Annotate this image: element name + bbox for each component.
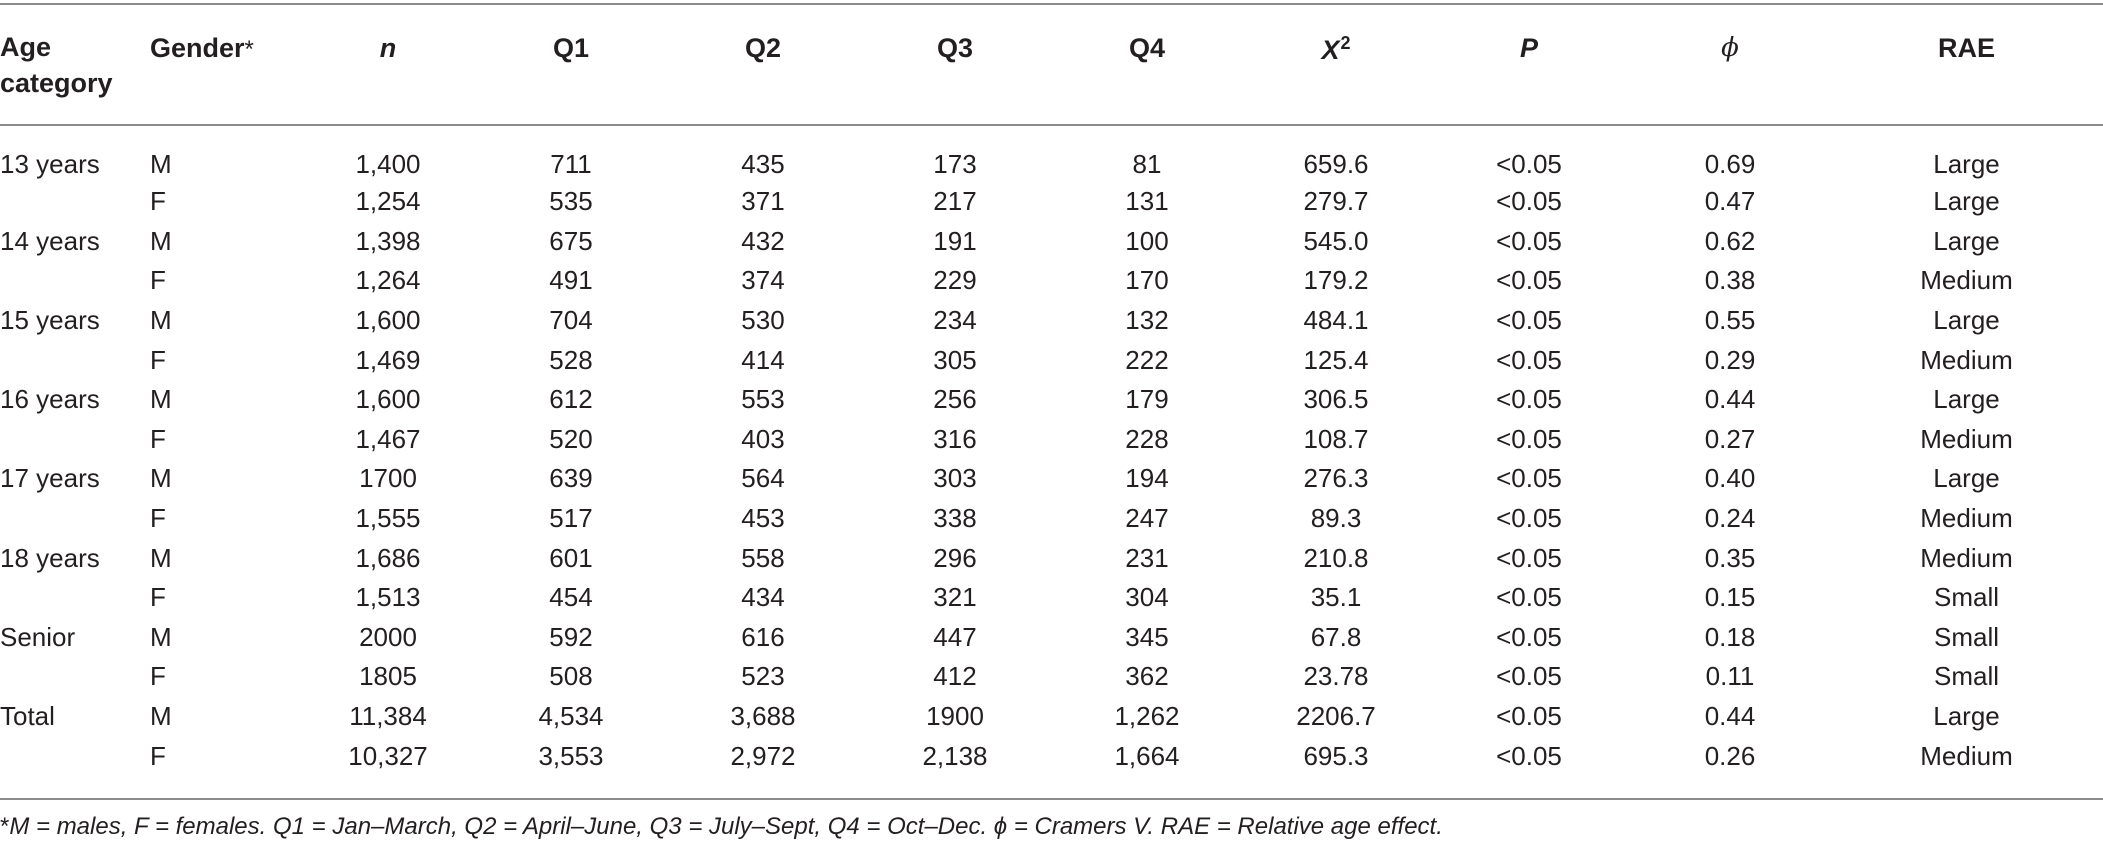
cell-q2: 435 xyxy=(741,149,785,179)
cell-q2: 453 xyxy=(741,503,785,534)
cell-phi: 0.62 xyxy=(1704,225,1756,256)
cell-chi-square: 89.3 xyxy=(1310,503,1362,534)
cell-n: 10,327 xyxy=(348,740,428,771)
cell-n: 1,600 xyxy=(355,384,421,415)
cell-gender: M xyxy=(150,384,172,415)
cell-phi: 0.55 xyxy=(1704,305,1756,336)
cell-phi: 0.44 xyxy=(1704,701,1756,732)
cell-q4: 222 xyxy=(1125,344,1169,375)
header-age-line2: category xyxy=(0,68,113,98)
cell-rae: Medium xyxy=(1920,542,2013,573)
cell-q2: 523 xyxy=(741,661,785,692)
cell-age-category: 17 years xyxy=(0,463,100,494)
cell-chi-square: 35.1 xyxy=(1310,582,1362,613)
cell-age-category xyxy=(0,420,150,460)
cell-gender: M xyxy=(150,701,172,732)
cell-chi-square: 125.4 xyxy=(1303,344,1369,375)
cell-phi: 0.44 xyxy=(1704,384,1756,415)
cell-q3: 338 xyxy=(933,503,977,534)
cell-p-value: <0.05 xyxy=(1496,384,1562,415)
cell-q4: 179 xyxy=(1125,384,1169,415)
rae-table xyxy=(0,5,2103,776)
cell-p-value: <0.05 xyxy=(1496,265,1562,296)
table-footnote xyxy=(0,813,2103,841)
bottom-rule xyxy=(0,798,2103,800)
cell-gender: F xyxy=(150,344,166,375)
cell-phi: 0.18 xyxy=(1704,621,1756,652)
table-row xyxy=(0,697,2103,737)
cell-q3: 234 xyxy=(933,305,977,336)
cell-q2: 530 xyxy=(741,305,785,336)
cell-age-category xyxy=(0,578,150,618)
cell-phi: 0.69 xyxy=(1704,149,1756,179)
cell-gender: M xyxy=(150,305,172,336)
header-q1: Q1 xyxy=(552,33,590,63)
header-chi-square xyxy=(1244,5,1428,124)
cell-age-category xyxy=(0,340,150,380)
table-row xyxy=(0,182,2103,222)
header-phi: ϕ xyxy=(1721,33,1739,63)
table-row xyxy=(0,222,2103,262)
cell-q4: 247 xyxy=(1125,503,1169,534)
table-row xyxy=(0,657,2103,697)
cell-q1: 675 xyxy=(549,225,593,256)
cell-age-category: Total xyxy=(0,701,55,732)
cell-chi-square: 23.78 xyxy=(1303,661,1369,692)
header-age-category xyxy=(0,5,150,124)
cell-q4: 231 xyxy=(1125,542,1169,573)
cell-gender: M xyxy=(150,225,172,256)
cell-gender: F xyxy=(150,423,166,454)
cell-q4: 100 xyxy=(1125,225,1169,256)
cell-chi-square: 2206.7 xyxy=(1296,701,1376,732)
cell-n: 1,398 xyxy=(355,225,421,256)
cell-age-category xyxy=(0,182,150,222)
cell-phi: 0.11 xyxy=(1705,661,1755,692)
cell-q1: 520 xyxy=(549,423,593,454)
cell-q4: 362 xyxy=(1125,661,1169,692)
cell-p-value: <0.05 xyxy=(1496,701,1562,732)
cell-q2: 564 xyxy=(741,463,785,494)
cell-q2: 371 xyxy=(741,186,785,217)
cell-rae: Large xyxy=(1933,149,2000,179)
cell-q2: 616 xyxy=(741,621,785,652)
cell-age-category xyxy=(0,657,150,697)
cell-q1: 601 xyxy=(549,542,593,573)
cell-n: 1,400 xyxy=(355,149,421,179)
cell-p-value: <0.05 xyxy=(1496,305,1562,336)
cell-p-value: <0.05 xyxy=(1496,582,1562,613)
cell-q3: 229 xyxy=(933,265,977,296)
cell-p-value: <0.05 xyxy=(1496,740,1562,771)
cell-p-value: <0.05 xyxy=(1496,344,1562,375)
cell-q3: 321 xyxy=(933,582,977,613)
cell-gender: F xyxy=(150,186,166,217)
cell-gender: F xyxy=(150,582,166,613)
cell-gender: F xyxy=(150,661,166,692)
table-row xyxy=(0,578,2103,618)
cell-rae: Medium xyxy=(1920,503,2013,534)
cell-q3: 1900 xyxy=(926,701,984,732)
cell-rae: Large xyxy=(1933,225,2000,256)
cell-gender: M xyxy=(150,149,172,179)
header-gender xyxy=(150,5,300,124)
cell-q1: 528 xyxy=(549,344,593,375)
cell-n: 11,384 xyxy=(349,701,427,732)
cell-chi-square: 67.8 xyxy=(1310,621,1362,652)
cell-q1: 535 xyxy=(549,186,593,217)
table-row xyxy=(0,301,2103,341)
cell-p-value: <0.05 xyxy=(1496,661,1562,692)
cell-q3: 305 xyxy=(933,344,977,375)
cell-q1: 491 xyxy=(549,265,593,296)
cell-chi-square: 179.2 xyxy=(1303,265,1369,296)
cell-phi: 0.40 xyxy=(1704,463,1756,494)
table-body xyxy=(0,124,2103,776)
cell-chi-square: 306.5 xyxy=(1303,384,1369,415)
cell-q3: 296 xyxy=(933,542,977,573)
cell-gender: F xyxy=(150,740,166,771)
cell-p-value: <0.05 xyxy=(1496,423,1562,454)
cell-rae: Small xyxy=(1933,582,1999,613)
cell-q1: 4,534 xyxy=(538,701,604,732)
cell-rae: Medium xyxy=(1920,265,2013,296)
cell-phi: 0.27 xyxy=(1704,423,1756,454)
cell-p-value: <0.05 xyxy=(1496,503,1562,534)
cell-n: 1700 xyxy=(359,463,417,494)
cell-q2: 432 xyxy=(741,225,785,256)
cell-rae: Medium xyxy=(1920,740,2013,771)
cell-chi-square: 276.3 xyxy=(1303,463,1369,494)
cell-phi: 0.35 xyxy=(1704,542,1756,573)
table-row xyxy=(0,124,2103,182)
cell-rae: Large xyxy=(1933,701,2000,732)
cell-q3: 2,138 xyxy=(922,740,988,771)
cell-gender: M xyxy=(150,621,172,652)
cell-phi: 0.29 xyxy=(1704,344,1756,375)
cell-n: 1,467 xyxy=(355,423,421,454)
cell-phi: 0.47 xyxy=(1704,186,1756,217)
cell-phi: 0.26 xyxy=(1704,740,1756,771)
cell-n: 1,264 xyxy=(355,265,421,296)
cell-q2: 558 xyxy=(741,542,785,573)
cell-n: 1,686 xyxy=(355,542,421,573)
cell-n: 1,555 xyxy=(355,503,421,534)
cell-chi-square: 695.3 xyxy=(1303,740,1369,771)
cell-q3: 173 xyxy=(933,149,977,179)
cell-n: 1,600 xyxy=(355,305,421,336)
cell-q3: 316 xyxy=(933,423,977,454)
cell-q3: 447 xyxy=(933,621,977,652)
cell-gender: F xyxy=(150,503,166,534)
cell-age-category xyxy=(0,499,150,539)
cell-p-value: <0.05 xyxy=(1496,186,1562,217)
cell-n: 1,469 xyxy=(355,344,421,375)
cell-age-category: 16 years xyxy=(0,384,100,415)
cell-phi: 0.15 xyxy=(1704,582,1756,613)
cell-q1: 508 xyxy=(549,661,593,692)
cell-gender: F xyxy=(150,265,166,296)
cell-phi: 0.24 xyxy=(1704,503,1756,534)
cell-gender: M xyxy=(150,463,172,494)
cell-age-category: 18 years xyxy=(0,542,100,573)
table-row xyxy=(0,618,2103,658)
cell-p-value: <0.05 xyxy=(1496,542,1562,573)
cell-q4: 304 xyxy=(1125,582,1169,613)
cell-age-category xyxy=(0,261,150,301)
cell-chi-square: 659.6 xyxy=(1303,149,1369,179)
header-n-label: n xyxy=(379,33,397,63)
cell-p-value: <0.05 xyxy=(1496,621,1562,652)
cell-q1: 612 xyxy=(549,384,593,415)
header-q2: Q2 xyxy=(744,33,782,63)
cell-q2: 434 xyxy=(741,582,785,613)
cell-chi-square: 279.7 xyxy=(1303,186,1369,217)
cell-q2: 414 xyxy=(741,344,785,375)
table-row xyxy=(0,459,2103,499)
footnote-marker: * xyxy=(0,813,10,840)
cell-q4: 131 xyxy=(1125,186,1169,217)
cell-q1: 517 xyxy=(549,503,593,534)
cell-q4: 132 xyxy=(1125,305,1169,336)
cell-q3: 256 xyxy=(933,384,977,415)
cell-q2: 3,688 xyxy=(730,701,796,732)
cell-age-category xyxy=(0,736,150,776)
header-n xyxy=(300,5,476,124)
cell-rae: Medium xyxy=(1920,423,2013,454)
cell-q3: 191 xyxy=(933,225,977,256)
footnote-text: M = males, F = females. Q1 = Jan–March, Q2 = April–June, Q3 = July–Sept, Q4 = Oct–Dec. ϕ = Cramers V. RAE = Relative age effect. xyxy=(9,813,1443,840)
table-row xyxy=(0,538,2103,578)
cell-gender: M xyxy=(150,542,172,573)
table-row xyxy=(0,420,2103,460)
header-q4: Q4 xyxy=(1128,33,1166,63)
cell-n: 1805 xyxy=(359,661,417,692)
cell-q2: 374 xyxy=(741,265,785,296)
table-row xyxy=(0,499,2103,539)
cell-q2: 403 xyxy=(741,423,785,454)
cell-phi: 0.38 xyxy=(1704,265,1756,296)
header-chi-sup: 2 xyxy=(1340,33,1351,53)
cell-q4: 170 xyxy=(1125,265,1169,296)
header-chi-base: X xyxy=(1321,35,1340,65)
cell-q3: 412 xyxy=(933,661,977,692)
cell-rae: Large xyxy=(1933,186,2000,217)
header-row xyxy=(0,5,2103,124)
cell-q4: 1,664 xyxy=(1114,740,1180,771)
header-age-line1: Age xyxy=(0,32,52,62)
cell-age-category: 15 years xyxy=(0,305,100,336)
cell-q4: 345 xyxy=(1125,621,1169,652)
cell-rae: Large xyxy=(1933,384,2000,415)
cell-rae: Small xyxy=(1933,661,1999,692)
cell-q1: 704 xyxy=(549,305,593,336)
cell-rae: Medium xyxy=(1920,344,2013,375)
cell-rae: Large xyxy=(1933,463,2000,494)
cell-q1: 711 xyxy=(550,149,592,179)
header-gender-label: Gender xyxy=(150,33,245,63)
cell-q3: 303 xyxy=(933,463,977,494)
cell-q4: 228 xyxy=(1125,423,1169,454)
cell-p-value: <0.05 xyxy=(1496,225,1562,256)
table-row xyxy=(0,736,2103,776)
cell-q4: 1,262 xyxy=(1114,701,1180,732)
cell-chi-square: 484.1 xyxy=(1303,305,1369,336)
header-p-label: P xyxy=(1519,33,1538,63)
cell-n: 1,513 xyxy=(355,582,421,613)
cell-q1: 592 xyxy=(549,621,593,652)
header-rae: RAE xyxy=(1937,33,1995,63)
header-gender-marker: * xyxy=(244,36,254,63)
table-row xyxy=(0,380,2103,420)
header-p xyxy=(1428,5,1630,124)
cell-age-category: 13 years xyxy=(0,149,100,179)
cell-q1: 3,553 xyxy=(538,740,604,771)
table-row xyxy=(0,340,2103,380)
cell-q3: 217 xyxy=(933,186,977,217)
cell-q2: 553 xyxy=(741,384,785,415)
cell-q2: 2,972 xyxy=(730,740,796,771)
cell-age-category: 14 years xyxy=(0,225,100,256)
cell-chi-square: 108.7 xyxy=(1303,423,1369,454)
cell-q4: 194 xyxy=(1125,463,1169,494)
header-q3: Q3 xyxy=(936,33,974,63)
cell-age-category: Senior xyxy=(0,621,76,652)
cell-chi-square: 545.0 xyxy=(1303,225,1369,256)
cell-q4: 81 xyxy=(1132,149,1162,179)
cell-chi-square: 210.8 xyxy=(1303,542,1369,573)
cell-p-value: <0.05 xyxy=(1496,149,1562,179)
cell-q1: 454 xyxy=(549,582,593,613)
cell-rae: Small xyxy=(1933,621,1999,652)
cell-q1: 639 xyxy=(549,463,593,494)
cell-rae: Large xyxy=(1933,305,2000,336)
table-row xyxy=(0,261,2103,301)
cell-n: 1,254 xyxy=(355,186,421,217)
cell-n: 2000 xyxy=(359,621,417,652)
cell-p-value: <0.05 xyxy=(1496,463,1562,494)
